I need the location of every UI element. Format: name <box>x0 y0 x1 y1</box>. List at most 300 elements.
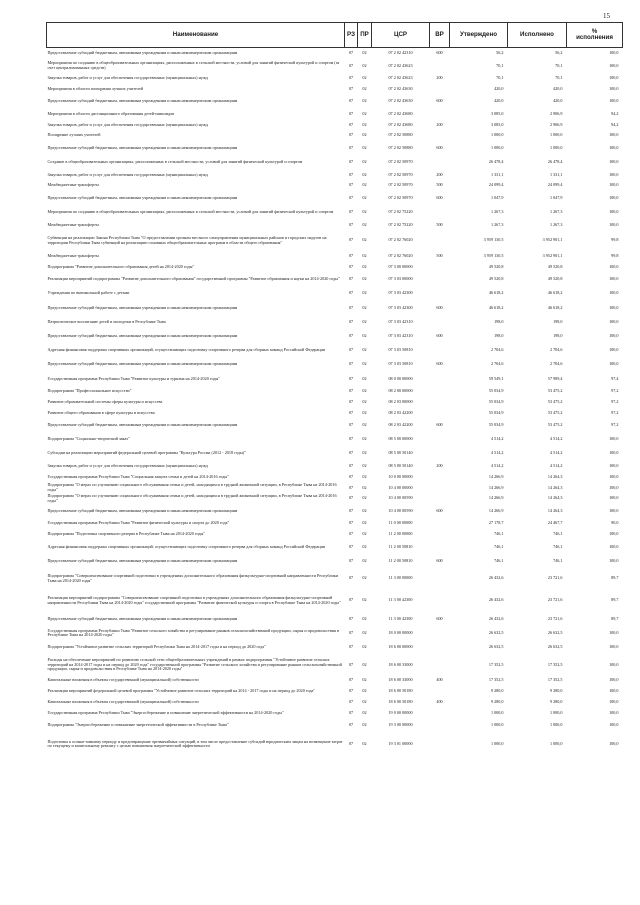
cell-pr: 02 <box>362 361 367 367</box>
cell-percent: 94,2 <box>611 121 619 127</box>
cell-pr: 02 <box>362 332 367 338</box>
cell-name: Предоставление субсидий бюджетным, автономным учреждениям и иным некоммерческим организациям <box>47 304 238 310</box>
cell-csr: 18 0 00 00000 <box>388 630 413 636</box>
cell-rz: 07 <box>348 132 354 138</box>
cell-name: Субвенции на реализацию Закона Республики Тыва "О предоставлении органам местного самоуправления муниципальных районов и городских округов на территории Республики Тыва субвенций на реализацию основных общеобразовательных программ в области общего образования" <box>47 234 327 245</box>
cell-percent: 100,0 <box>609 98 619 104</box>
cell-executed: 1 000,0 <box>549 709 563 715</box>
cell-rz: 07 <box>348 630 354 636</box>
cell-vr: 200 <box>436 462 443 468</box>
cell-pr: 02 <box>362 398 367 404</box>
cell-approved: 59 549,1 <box>488 375 504 381</box>
cell-rz: 07 <box>348 495 354 501</box>
table-row <box>47 697 623 708</box>
cell-csr: 08 2 03 42200 <box>388 422 413 428</box>
cell-executed: 2 906,9 <box>549 121 563 127</box>
cell-rz: 07 <box>348 644 354 650</box>
table-row <box>47 518 623 529</box>
cell-executed: 70,1 <box>555 62 563 68</box>
cell-approved: 49 520,8 <box>488 276 504 282</box>
cell-csr: 18 6 00 33000 <box>388 661 413 667</box>
table-row <box>47 272 623 286</box>
cell-rz: 07 <box>348 110 354 116</box>
cell-name: Межбюджетные трансферты <box>47 252 99 258</box>
cell-vr: 500 <box>436 182 443 188</box>
cell-pr: 02 <box>362 507 367 513</box>
cell-name: Предоставление субсидий бюджетным, автономным учреждениям и иным некоммерческим организациям <box>47 332 238 338</box>
cell-csr: 07 2 02 43630 <box>388 85 413 91</box>
cell-percent: 100,0 <box>609 722 619 728</box>
cell-percent: 94,2 <box>611 110 619 116</box>
cell-name: Межбюджетные трансферты <box>47 221 99 227</box>
cell-executed: 1 000,0 <box>549 132 563 138</box>
cell-pr: 02 <box>362 263 367 269</box>
cell-pr: 02 <box>362 531 367 537</box>
cell-percent: 90,0 <box>611 520 619 526</box>
cell-executed: 2 906,9 <box>549 110 563 116</box>
cell-csr: 07 2 02 43623 <box>388 62 413 68</box>
cell-executed: 53 475,2 <box>547 398 563 404</box>
cell-percent: 100,0 <box>609 484 619 490</box>
cell-vr: 600 <box>436 194 443 200</box>
cell-pr: 02 <box>362 409 367 415</box>
cell-csr: 19 3 01 00000 <box>388 741 413 746</box>
cell-rz: 07 <box>348 361 354 367</box>
table-row <box>47 719 623 733</box>
cell-csr: 08 5 00 00000 <box>388 436 413 442</box>
table-row <box>47 141 623 155</box>
table-row <box>47 343 623 357</box>
cell-executed: 46 618,2 <box>547 304 563 310</box>
cell-csr: 10 4 00 00590 <box>388 507 413 513</box>
cell-rz: 07 <box>348 318 354 324</box>
cell-executed: 14 264,3 <box>547 473 563 479</box>
cell-csr: 11 0 00 00000 <box>388 520 413 526</box>
cell-percent: 97,2 <box>611 388 619 394</box>
table-row <box>47 708 623 719</box>
cell-pr: 02 <box>362 144 367 150</box>
cell-pr: 02 <box>362 252 367 258</box>
header-vr: ВР <box>430 23 450 48</box>
cell-approved: 55 034,9 <box>488 422 504 428</box>
cell-name: Закупка товаров, работ и услуг для обеспечения государственных (муниципальных) нужд <box>47 75 208 81</box>
cell-approved: 55 034,9 <box>488 398 504 404</box>
table-row <box>47 386 623 397</box>
header-pr: ПР <box>358 23 372 48</box>
cell-approved: 26 432,6 <box>488 575 504 581</box>
cell-rz: 07 <box>348 182 354 188</box>
table-row <box>47 251 623 262</box>
cell-executed: 53 475,2 <box>547 422 563 428</box>
cell-vr <box>430 84 450 95</box>
cell-pr: 02 <box>362 375 367 381</box>
table-row <box>47 433 623 447</box>
cell-rz: 07 <box>348 263 354 269</box>
cell-executed: 746,1 <box>553 531 563 537</box>
cell-approved: 1 047,9 <box>490 194 504 200</box>
cell-rz: 07 <box>348 688 354 694</box>
cell-approved: 3 085,0 <box>490 121 504 127</box>
cell-csr: 11 3 00 00000 <box>388 575 413 581</box>
table-row <box>47 180 623 191</box>
table-row <box>47 84 623 95</box>
cell-percent: 100,0 <box>609 263 619 269</box>
cell-name: Предоставление субсидий бюджетным, автономным учреждениям и иным некоммерческим организациям <box>47 361 238 367</box>
cell-vr <box>430 529 450 540</box>
cell-approved: 17 352,5 <box>488 677 504 683</box>
table-row <box>47 589 623 612</box>
cell-csr: 07 3 03 42300 <box>388 304 413 310</box>
cell-name: Государственная программа Республики Тыва "Социальная защита семьи и детей на 2014-2016 годы" <box>47 473 229 479</box>
cell-approved: 26 632,5 <box>488 630 504 636</box>
table-row <box>47 408 623 419</box>
cell-name: Предоставление субсидий бюджетным, автономным учреждениям и иным некоммерческим организациям <box>47 422 238 428</box>
cell-vr <box>430 397 450 408</box>
cell-csr: 11 3 00 42300 <box>388 597 413 603</box>
cell-executed: 23 721,6 <box>547 615 563 621</box>
cell-csr: 11 3 00 42300 <box>388 615 413 621</box>
cell-vr: 200 <box>436 171 443 177</box>
table-row <box>47 540 623 554</box>
cell-name: Реализация мероприятий федеральной целевой программы "Устойчивое развитие сельских территорий на 2014 - 2017 годы и на период до 2020 года" <box>47 688 316 694</box>
cell-name: Мероприятия по созданию в общеобразовательных организациях, расположенных в сельской местности, условий для занятий физической культурой и спортом <box>47 209 334 215</box>
cell-approved: 26 432,6 <box>488 597 504 603</box>
table-row <box>47 372 623 386</box>
cell-pr: 02 <box>362 62 367 68</box>
table-row <box>47 675 623 686</box>
cell-name: Мероприятия по созданию в общеобразовательных организациях, расположенных в сельской местности, условий для занятий физической культурой и спортом (за счет централизованных средств) <box>47 60 340 70</box>
cell-rz: 07 <box>348 304 354 310</box>
header-rz: РЗ <box>345 23 358 48</box>
cell-executed: 1 047,9 <box>549 194 563 200</box>
cell-percent: 97,4 <box>611 375 619 381</box>
cell-csr: 07 3 00 00000 <box>388 263 413 269</box>
cell-vr: 600 <box>436 304 443 310</box>
cell-rz: 07 <box>348 121 354 127</box>
cell-percent: 89,7 <box>611 575 619 581</box>
cell-name: Предоставление субсидий бюджетным, автономным учреждениям и иным некоммерческим организациям <box>47 50 238 56</box>
cell-pr: 02 <box>362 615 367 621</box>
cell-pr: 02 <box>362 462 367 468</box>
cell-pr: 02 <box>362 473 367 479</box>
cell-percent: 100,0 <box>609 630 619 636</box>
cell-percent: 100,0 <box>609 709 619 715</box>
cell-name: Развитие общего образования в сфере культуры и искусства <box>47 409 155 415</box>
cell-name: Предоставление субсидий бюджетным, автономным учреждениям и иным некоммерческим организациям <box>47 144 238 150</box>
cell-vr <box>430 155 450 169</box>
cell-csr: 08 2 03 42200 <box>388 409 413 415</box>
cell-pr: 02 <box>362 182 367 188</box>
table-row <box>47 568 623 589</box>
cell-approved: 1 267,3 <box>490 209 504 215</box>
cell-approved: 70,1 <box>496 75 504 81</box>
cell-percent: 100,0 <box>609 543 619 549</box>
cell-pr: 02 <box>362 159 367 165</box>
cell-pr: 02 <box>362 436 367 442</box>
cell-executed: 420,0 <box>553 98 563 104</box>
cell-rz: 07 <box>348 615 354 621</box>
cell-csr: 18 6 00 50180 <box>388 688 413 694</box>
cell-pr: 02 <box>362 709 367 715</box>
table-row <box>47 686 623 697</box>
table-row <box>47 205 623 219</box>
cell-percent: 100,0 <box>609 50 619 56</box>
cell-csr: 07 2 02 43680 <box>388 110 413 116</box>
cell-rz: 07 <box>348 436 354 442</box>
cell-vr: 600 <box>436 144 443 150</box>
cell-executed: 24 467,7 <box>547 520 563 526</box>
cell-percent: 97,2 <box>611 422 619 428</box>
cell-pr: 02 <box>362 661 367 667</box>
cell-rz: 07 <box>348 332 354 338</box>
cell-pr: 02 <box>362 688 367 694</box>
header-percent: % исполнения <box>567 23 623 48</box>
cell-rz: 07 <box>348 194 354 200</box>
cell-pr: 02 <box>362 575 367 581</box>
cell-rz: 07 <box>348 450 354 456</box>
cell-executed: 53 475,2 <box>547 388 563 394</box>
table-row <box>47 73 623 84</box>
cell-rz: 07 <box>348 597 354 603</box>
cell-executed: 9 280,0 <box>549 688 563 694</box>
cell-name: Предоставление субсидий бюджетным, автономным учреждениям и иным некоммерческим организациям <box>47 507 238 513</box>
cell-name: Закупка товаров, работ и услуг для обеспечения государственных (муниципальных) нужд <box>47 462 208 468</box>
cell-executed: 4 514,2 <box>549 436 563 442</box>
table-row <box>47 641 623 655</box>
cell-percent: 100,0 <box>609 221 619 227</box>
cell-vr <box>430 540 450 554</box>
cell-vr <box>430 447 450 461</box>
cell-pr: 02 <box>362 450 367 456</box>
table-row <box>47 461 623 472</box>
cell-executed: 3 952 901,1 <box>542 237 563 243</box>
cell-percent: 100,0 <box>609 661 619 667</box>
cell-rz: 07 <box>348 531 354 537</box>
cell-executed: 23 721,6 <box>547 575 563 581</box>
cell-approved: 3 959 130,5 <box>483 252 504 258</box>
table-row <box>47 287 623 301</box>
cell-executed: 24 099,4 <box>547 182 563 188</box>
cell-percent: 100,0 <box>609 276 619 282</box>
cell-name: Реализация мероприятий подпрограммы "Развитие дополнительного образования" государственной программы "Развитие образования и науки на 2014-2020 годы" <box>47 276 340 282</box>
cell-vr: 500 <box>436 221 443 227</box>
cell-executed: 198,0 <box>553 332 563 338</box>
cell-rz: 07 <box>348 722 354 728</box>
cell-name: Закупка товаров, работ и услуг для обеспечения государственных (муниципальных) нужд <box>47 121 208 127</box>
cell-name: Подпрограмма "О мерах по улучшению социального обслуживания семьи и детей, находящихся в трудной жизненной ситуации, в Республике Тыва на 2014-2016 годы" <box>47 482 337 492</box>
cell-approved: 14 266,9 <box>488 473 504 479</box>
cell-percent: 100,0 <box>609 531 619 537</box>
header-name: Наименование <box>47 23 345 48</box>
cell-pr: 02 <box>362 495 367 501</box>
cell-pr: 02 <box>362 722 367 728</box>
cell-vr <box>430 493 450 504</box>
cell-vr <box>430 483 450 494</box>
table-row <box>47 472 623 483</box>
cell-vr <box>430 109 450 120</box>
header-approved: Утверждено <box>450 23 508 48</box>
cell-csr: 07 2 02 75220 <box>388 209 413 215</box>
cell-pr: 02 <box>362 597 367 603</box>
cell-rz: 07 <box>348 171 354 177</box>
cell-csr: 07 2 02 43680 <box>388 121 413 127</box>
cell-approved: 2 704,6 <box>490 361 504 367</box>
cell-approved: 17 352,5 <box>488 661 504 667</box>
cell-executed: 53 475,2 <box>547 409 563 415</box>
cell-rz: 07 <box>348 677 354 683</box>
cell-pr: 02 <box>362 304 367 310</box>
cell-executed: 3 952 901,1 <box>542 252 563 258</box>
cell-rz: 07 <box>348 575 354 581</box>
cell-rz: 07 <box>348 409 354 415</box>
cell-name: Государственная программа Республики Тыва "Развитие культуры и туризма на 2014-2020 годы" <box>47 375 221 381</box>
cell-vr <box>430 655 450 676</box>
cell-csr: 07 2 02 50970 <box>388 182 413 188</box>
cell-name: Реализация мероприятий подпрограммы "Совершенствование спортивной подготовки в учреждениях дополнительного образования физкультурно-спортивной направленности Республики Тыва на 2014-2020 годы" государственной программы "Развитие физической культуры и спорта в Республике Тыва на 2014-2020 годы" <box>47 594 341 605</box>
cell-name: Подпрограмма "Развитие дополнительного образования детей на 2014-2020 годы" <box>47 263 195 269</box>
page-number: 15 <box>603 12 610 20</box>
cell-executed: 49 520,8 <box>547 276 563 282</box>
cell-vr <box>430 230 450 251</box>
cell-rz: 07 <box>348 741 354 746</box>
cell-vr <box>430 472 450 483</box>
header-executed: Исполнено <box>508 23 567 48</box>
table-row <box>47 397 623 408</box>
cell-vr <box>430 433 450 447</box>
cell-executed: 17 352,5 <box>547 661 563 667</box>
cell-name: Подпрограмма "Подготовка спортивного резерва в Республике Тыва на 2014-2020 годы" <box>47 531 206 537</box>
cell-approved: 746,1 <box>494 531 504 537</box>
table-row <box>47 120 623 131</box>
cell-vr <box>430 130 450 141</box>
cell-rz: 07 <box>348 221 354 227</box>
cell-executed: 2 704,6 <box>549 347 563 353</box>
cell-executed: 1 267,3 <box>549 209 563 215</box>
cell-csr: 11 2 00 50810 <box>388 557 413 563</box>
cell-approved: 24 099,4 <box>488 182 504 188</box>
cell-rz: 07 <box>348 507 354 513</box>
cell-vr <box>430 733 450 756</box>
cell-name: Подпрограмма "О мерах по улучшению социального обслуживания семьи и детей, находящихся в трудной жизненной ситуации, в Республике Тыва на 2014-2016 годы" <box>47 493 337 503</box>
cell-csr: 08 5 00 50140 <box>388 450 413 456</box>
cell-percent: 100,0 <box>609 557 619 563</box>
cell-executed: 26 632,5 <box>547 630 563 636</box>
cell-csr: 07 2 02 76020 <box>388 237 413 243</box>
cell-pr: 02 <box>362 347 367 353</box>
cell-name: Межбюджетные трансферты <box>47 182 99 188</box>
table-body <box>47 48 623 757</box>
cell-name: Государственная программа Республики Тыва "Энергосбережение и повышение энергетической эффективности на 2014-2020 годы" <box>47 709 284 715</box>
table-row <box>47 529 623 540</box>
cell-csr: 07 2 02 50880 <box>388 132 413 138</box>
cell-executed: 4 514,2 <box>549 450 563 456</box>
cell-rz: 07 <box>348 484 354 490</box>
table-row <box>47 329 623 343</box>
cell-vr: 600 <box>436 615 443 621</box>
cell-percent: 100,0 <box>609 290 619 296</box>
cell-approved: 4 514,2 <box>490 462 504 468</box>
cell-pr: 02 <box>362 290 367 296</box>
cell-name: Капитальные вложения в объекты государственной (муниципальной) собственности <box>47 677 199 683</box>
cell-name: Подготовка к осенне-зимнему периоду и предотвращение чрезвычайных ситуаций, в том числе предоставление субсидий юридическим лицам на возмещение затрат по текущему и капитальному ремонту с целью повышения энергетической эффективности <box>47 738 343 749</box>
cell-vr: 400 <box>436 677 443 683</box>
cell-executed: 17 352,5 <box>547 677 563 683</box>
cell-rz: 07 <box>348 85 354 91</box>
cell-pr: 02 <box>362 677 367 683</box>
cell-vr <box>430 589 450 612</box>
cell-csr: 07 2 02 76020 <box>388 252 413 258</box>
cell-percent: 99,8 <box>611 252 619 258</box>
cell-csr: 10 4 00 00590 <box>388 495 413 501</box>
cell-csr: 07 3 03 42310 <box>388 318 413 324</box>
table-row <box>47 191 623 205</box>
cell-approved: 420,0 <box>494 98 504 104</box>
cell-approved: 55 034,9 <box>488 388 504 394</box>
cell-executed: 1 000,0 <box>549 741 563 746</box>
cell-name: Учреждения по внешкольной работе с детьми <box>47 290 130 296</box>
cell-rz: 07 <box>348 398 354 404</box>
cell-rz: 07 <box>348 462 354 468</box>
cell-vr <box>430 568 450 589</box>
cell-vr: 600 <box>436 332 443 338</box>
cell-approved: 4 514,2 <box>490 450 504 456</box>
cell-approved: 2 704,6 <box>490 347 504 353</box>
cell-rz: 07 <box>348 159 354 165</box>
cell-csr: 08 2 03 00000 <box>388 398 413 404</box>
cell-approved: 46 618,2 <box>488 304 504 310</box>
table-row <box>47 504 623 518</box>
cell-percent: 97,2 <box>611 398 619 404</box>
cell-name: Предоставление субсидий бюджетным, автономным учреждениям и иным некоммерческим организациям <box>47 615 238 621</box>
cell-approved: 420,0 <box>494 85 504 91</box>
cell-approved: 746,1 <box>494 543 504 549</box>
table-row <box>47 262 623 273</box>
table-row <box>47 493 623 504</box>
cell-pr: 02 <box>362 644 367 650</box>
cell-name: Подпрограмма "Профессиональное искусство" <box>47 388 132 394</box>
cell-percent: 89,7 <box>611 597 619 603</box>
cell-csr: 07 2 02 50970 <box>388 171 413 177</box>
cell-percent: 100,0 <box>609 194 619 200</box>
table-row <box>47 447 623 461</box>
cell-pr: 02 <box>362 194 367 200</box>
cell-vr <box>430 262 450 273</box>
cell-percent: 100,0 <box>609 698 619 704</box>
cell-approved: 3 085,0 <box>490 110 504 116</box>
cell-executed: 198,0 <box>553 318 563 324</box>
cell-executed: 746,1 <box>553 543 563 549</box>
cell-approved: 27 178,7 <box>488 520 504 526</box>
cell-rz: 07 <box>348 543 354 549</box>
cell-percent: 89,7 <box>611 615 619 621</box>
cell-vr <box>430 708 450 719</box>
cell-csr: 08 2 00 00000 <box>388 388 413 394</box>
cell-vr <box>430 641 450 655</box>
cell-rz: 07 <box>348 347 354 353</box>
cell-executed: 1 000,0 <box>549 144 563 150</box>
cell-vr: 500 <box>436 252 443 258</box>
cell-vr: 400 <box>436 698 443 704</box>
cell-name: Мероприятия в области поощрения лучших учителей <box>47 85 144 91</box>
cell-percent: 99,8 <box>611 237 619 243</box>
cell-pr: 02 <box>362 85 367 91</box>
cell-executed: 4 514,2 <box>549 462 563 468</box>
cell-vr: 600 <box>436 422 443 428</box>
cell-approved: 198,0 <box>494 318 504 324</box>
cell-approved: 14 266,9 <box>488 495 504 501</box>
table-row <box>47 301 623 315</box>
cell-executed: 56,2 <box>555 50 563 56</box>
